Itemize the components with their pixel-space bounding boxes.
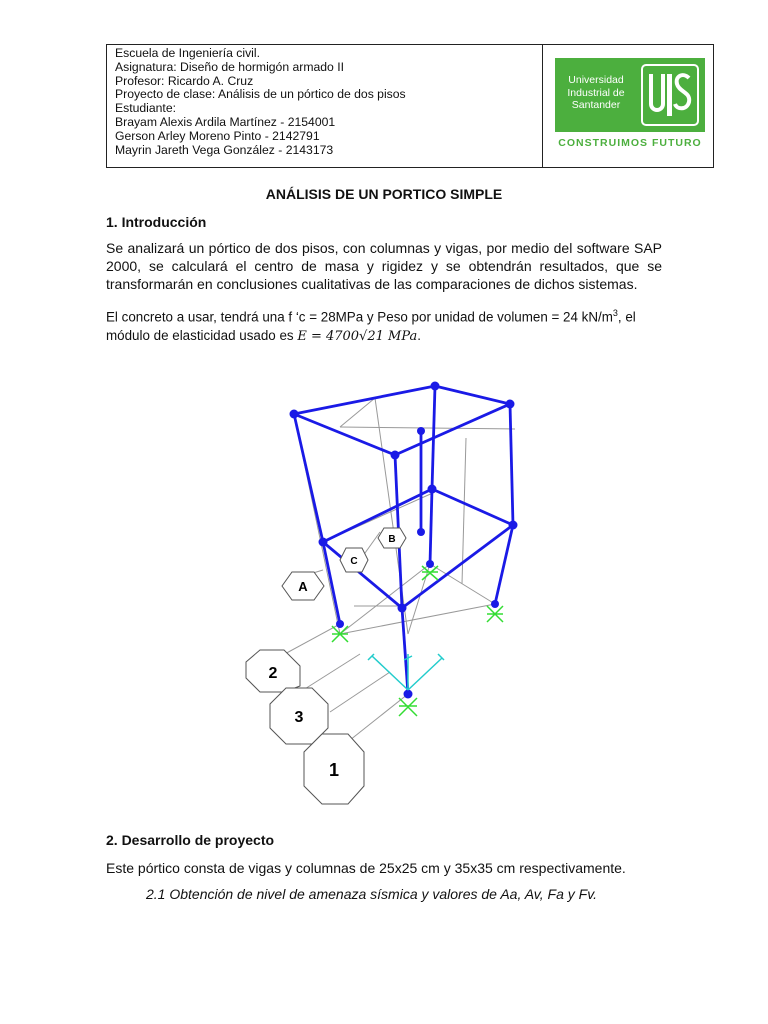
- grid-bubble-3: [270, 688, 328, 744]
- header-line-course: Asignatura: Diseño de hormigón armado II: [115, 59, 344, 74]
- floor-beam-back-left: [323, 489, 432, 542]
- section-2-heading: 2. Desarrollo de proyecto: [106, 832, 275, 848]
- frame-3d-model-figure: [230, 372, 550, 822]
- paragraph-end: .: [417, 328, 421, 344]
- concrete-spec-text: El concreto a usar, tendrá una f ‘c = 28MPa y Peso por unidad de volumen = 24 kN/m: [106, 309, 613, 325]
- grid-bubble-1: [304, 734, 364, 804]
- column-back-upper: [432, 386, 435, 489]
- floor-beam-back-right: [432, 489, 513, 525]
- grid-bubble-C: [340, 548, 368, 572]
- header-table: [106, 44, 714, 168]
- grid-bubble-2: [246, 650, 300, 692]
- header-line-project: Proyecto de clase: Análisis de un pórtico de dos pisos: [115, 87, 406, 102]
- header-line-school: Escuela de Ingeniería civil.: [115, 46, 260, 60]
- university-slogan: CONSTRUIMOS FUTURO: [558, 137, 702, 149]
- grid-label-3: 3: [294, 709, 304, 726]
- grid-bubble-B: [378, 528, 406, 548]
- column-back-lower: [430, 489, 432, 564]
- section-1-paragraph-2: [106, 304, 666, 346]
- grid-label-C: C: [350, 556, 358, 567]
- university-name: Universidad Industrial de Santander: [567, 74, 625, 111]
- header-line-professor: Profesor: Ricardo A. Cruz: [115, 73, 254, 88]
- unit-superscript: 3: [612, 308, 618, 318]
- header-line-student-3: Mayrin Jareth Vega González - 2143173: [115, 142, 334, 157]
- grid-label-1: 1: [328, 760, 340, 780]
- section-1-paragraph-1: Se analizará un pórtico de dos pisos, con columnas y vigas, por medio del software SAP 2000, se calculará el centro de masa y rigidez y se obtendrán resultados, que se transformarán en conclusiones cualitativas de las comparaciones de dichos sistemas.: [106, 240, 662, 292]
- logo-cell: [543, 45, 713, 167]
- elasticity-text: , el módulo de elasticidad usado es: [106, 309, 636, 344]
- header-line-students-label: Estudiante:: [115, 101, 176, 116]
- column-left-upper: [294, 414, 323, 542]
- roof-beam-back-right: [435, 386, 510, 404]
- section-2-paragraph: Este pórtico consta de vigas y columnas de 25x25 cm y 35x35 cm respectivamente.: [106, 860, 626, 876]
- university-logo: [555, 58, 705, 132]
- header-line-student-2: Gerson Arley Moreno Pinto - 2142791: [115, 128, 320, 143]
- roof-beam-back-left: [294, 386, 435, 414]
- header-line-student-1: Brayam Alexis Ardila Martínez - 2154001: [115, 114, 336, 129]
- column-right-upper: [510, 404, 513, 525]
- section-1-heading: 1. Introducción: [106, 214, 207, 230]
- grid-label-B: B: [388, 534, 396, 545]
- grid-label-2: 2: [268, 665, 278, 682]
- header-info: [107, 45, 543, 167]
- grid-label-A: A: [298, 579, 308, 594]
- roof-beam-front-right: [395, 404, 510, 455]
- grid-bubble-A: [282, 572, 324, 600]
- uis-logo-icon: [641, 64, 699, 126]
- elasticity-formula: E = 4700√21 MPa: [297, 329, 418, 345]
- document-title: ANÁLISIS DE UN PORTICO SIMPLE: [265, 186, 503, 202]
- section-2-1-subheading: 2.1 Obtención de nivel de amenaza sísmica y valores de Aa, Av, Fa y Fv.: [146, 886, 598, 902]
